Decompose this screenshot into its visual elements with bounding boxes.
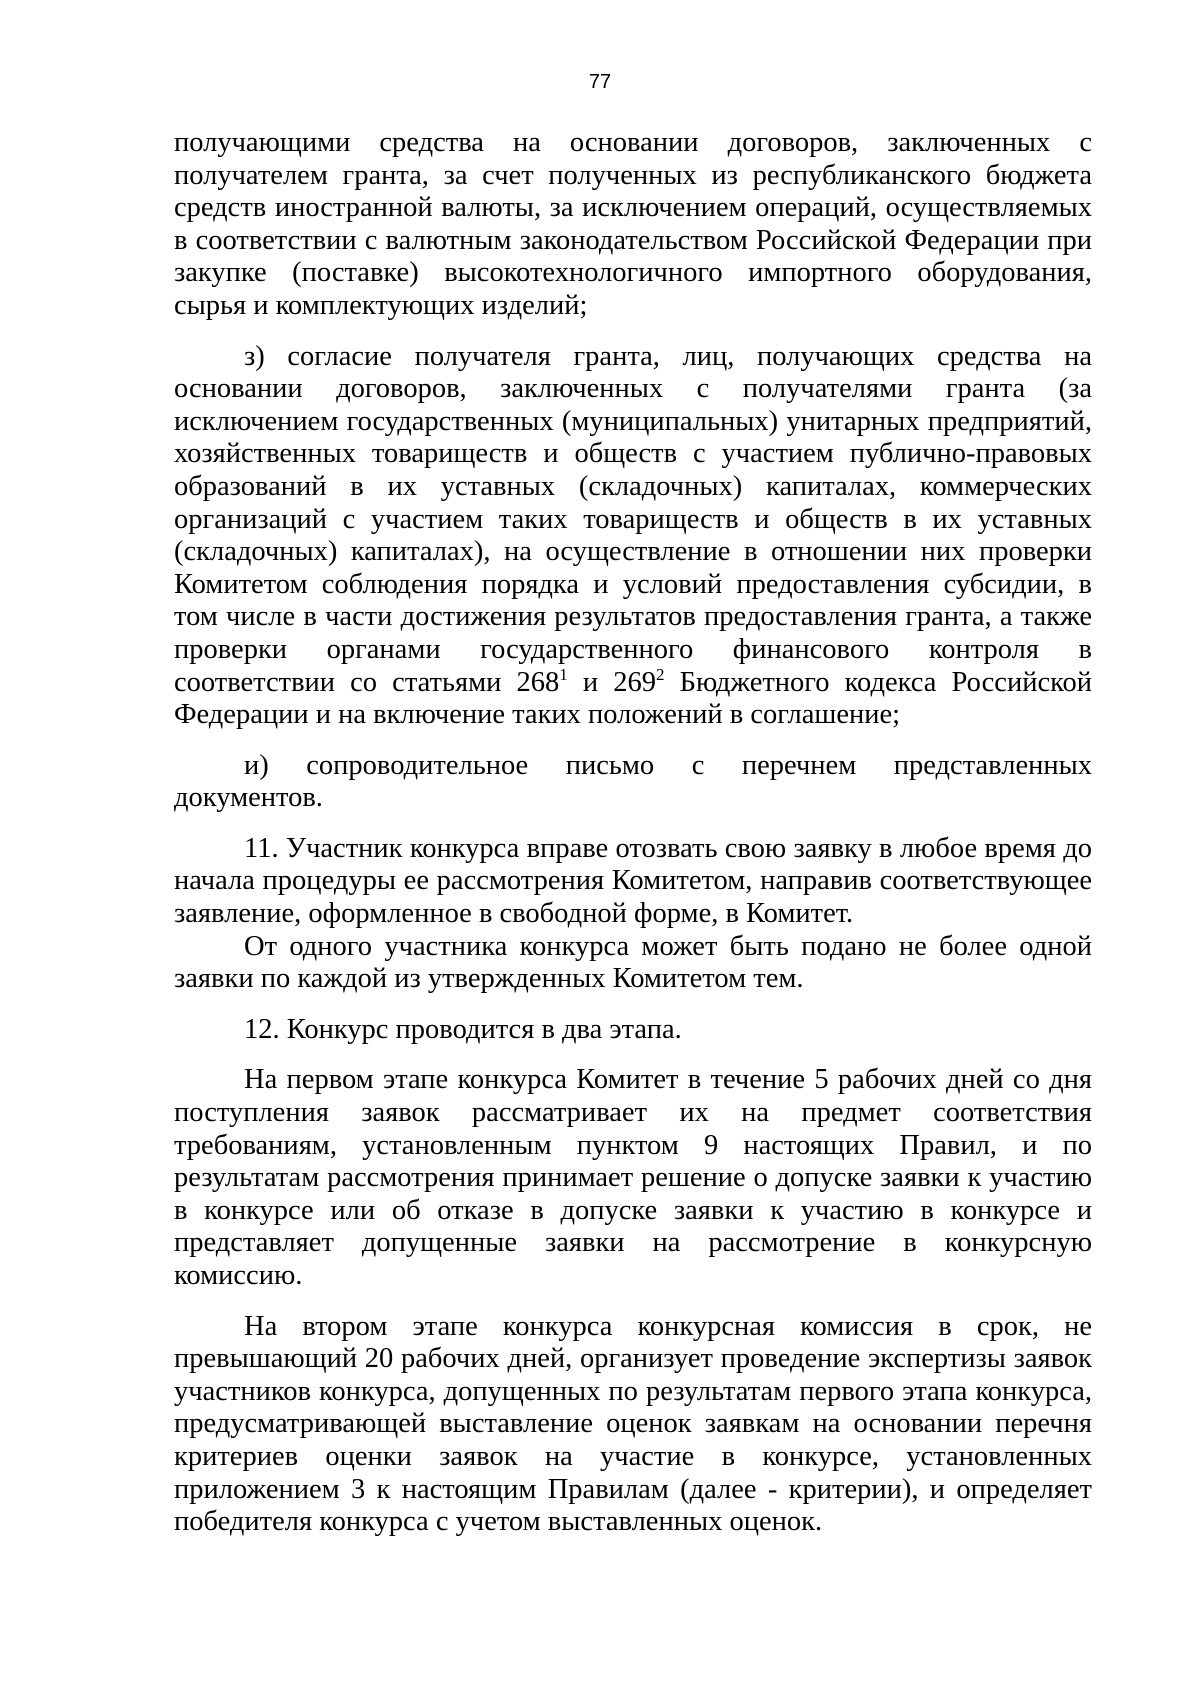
paragraph-item-i: и) сопроводительное письмо с перечнем представленных документов. [174, 749, 1092, 814]
paragraph-item-z-text: з) согласие получателя гранта, лиц, получающих средства на основании договоров, заключенных с получателями гранта (за исключением государственных (муниципальных) унитарных предприятий, хозяйственных товариществ и обществ с участием публично-правовых образований в их уставных (складочных) капиталах, коммерческих организаций с участием таких товариществ и обществ в их уставных (складочных) капиталах), на осуществление в отношении них проверки Комитетом соблюдения порядка и условий предоставления субсидии, в том числе в части достижения результатов предоставления гранта, а также проверки органами государственного финансового контроля в соответствии со статьями 268 [174, 340, 1092, 698]
paragraph-11: 11. Участник конкурса вправе отозвать свою заявку в любое время до начала процедуры ее рассмотрения Комитетом, направив соответствующее заявление, оформленное в свободной форме, в Комитет. [174, 832, 1092, 930]
paragraph-11-continuation: От одного участника конкурса может быть подано не более одной заявки по каждой из утвержденных Комитетом тем. [174, 930, 1092, 995]
paragraph-12: 12. Конкурс проводится в два этапа. [244, 1013, 682, 1045]
paragraph-item-z-end: Бюджетного кодекса Российской Федерации и на включение таких положений в соглашение; [174, 666, 1092, 731]
document-body [174, 127, 1092, 1539]
page-number: 77 [588, 71, 612, 93]
superscript-2: 2 [656, 664, 665, 684]
paragraph-item-z [174, 341, 1092, 732]
paragraph-stage-one: На первом этапе конкурса Комитет в течение 5 рабочих дней со дня поступления заявок рассматривает их на предмет соответствия требованиям, установленным пунктом 9 настоящих Правил, и по результатам рассмотрения принимает решение о допуске заявки к участию в конкурсе или об отказе в допуске заявки к участию в конкурсе и представляет допущенные заявки на рассмотрение в конкурсную комиссию. [174, 1064, 1092, 1291]
superscript-1: 1 [559, 664, 568, 684]
paragraph-continuation: получающими средства на основании договоров, заключенных с получателем гранта, за счет полученных из республиканского бюджета средств иностранной валюты, за исключением операций, осуществляемых в соответствии с валютным законодательством Российской Федерации при закупке (поставке) высокотехнологичного импортного оборудования, сырья и комплектующих изделий; [174, 127, 1092, 321]
paragraph-item-z-mid: и 269 [567, 666, 657, 698]
paragraph-stage-two: На втором этапе конкурса конкурсная комиссия в срок, не превышающий 20 рабочих дней, организует проведение экспертизы заявок участников конкурса, допущенных по результатам первого этапа конкурса, предусматривающей выставление оценок заявкам на основании перечня критериев оценки заявок на участие в конкурсе, установленных приложением 3 к настоящим Правилам (далее - критерии), и определяет победителя конкурса с учетом выставленных оценок. [174, 1310, 1092, 1538]
